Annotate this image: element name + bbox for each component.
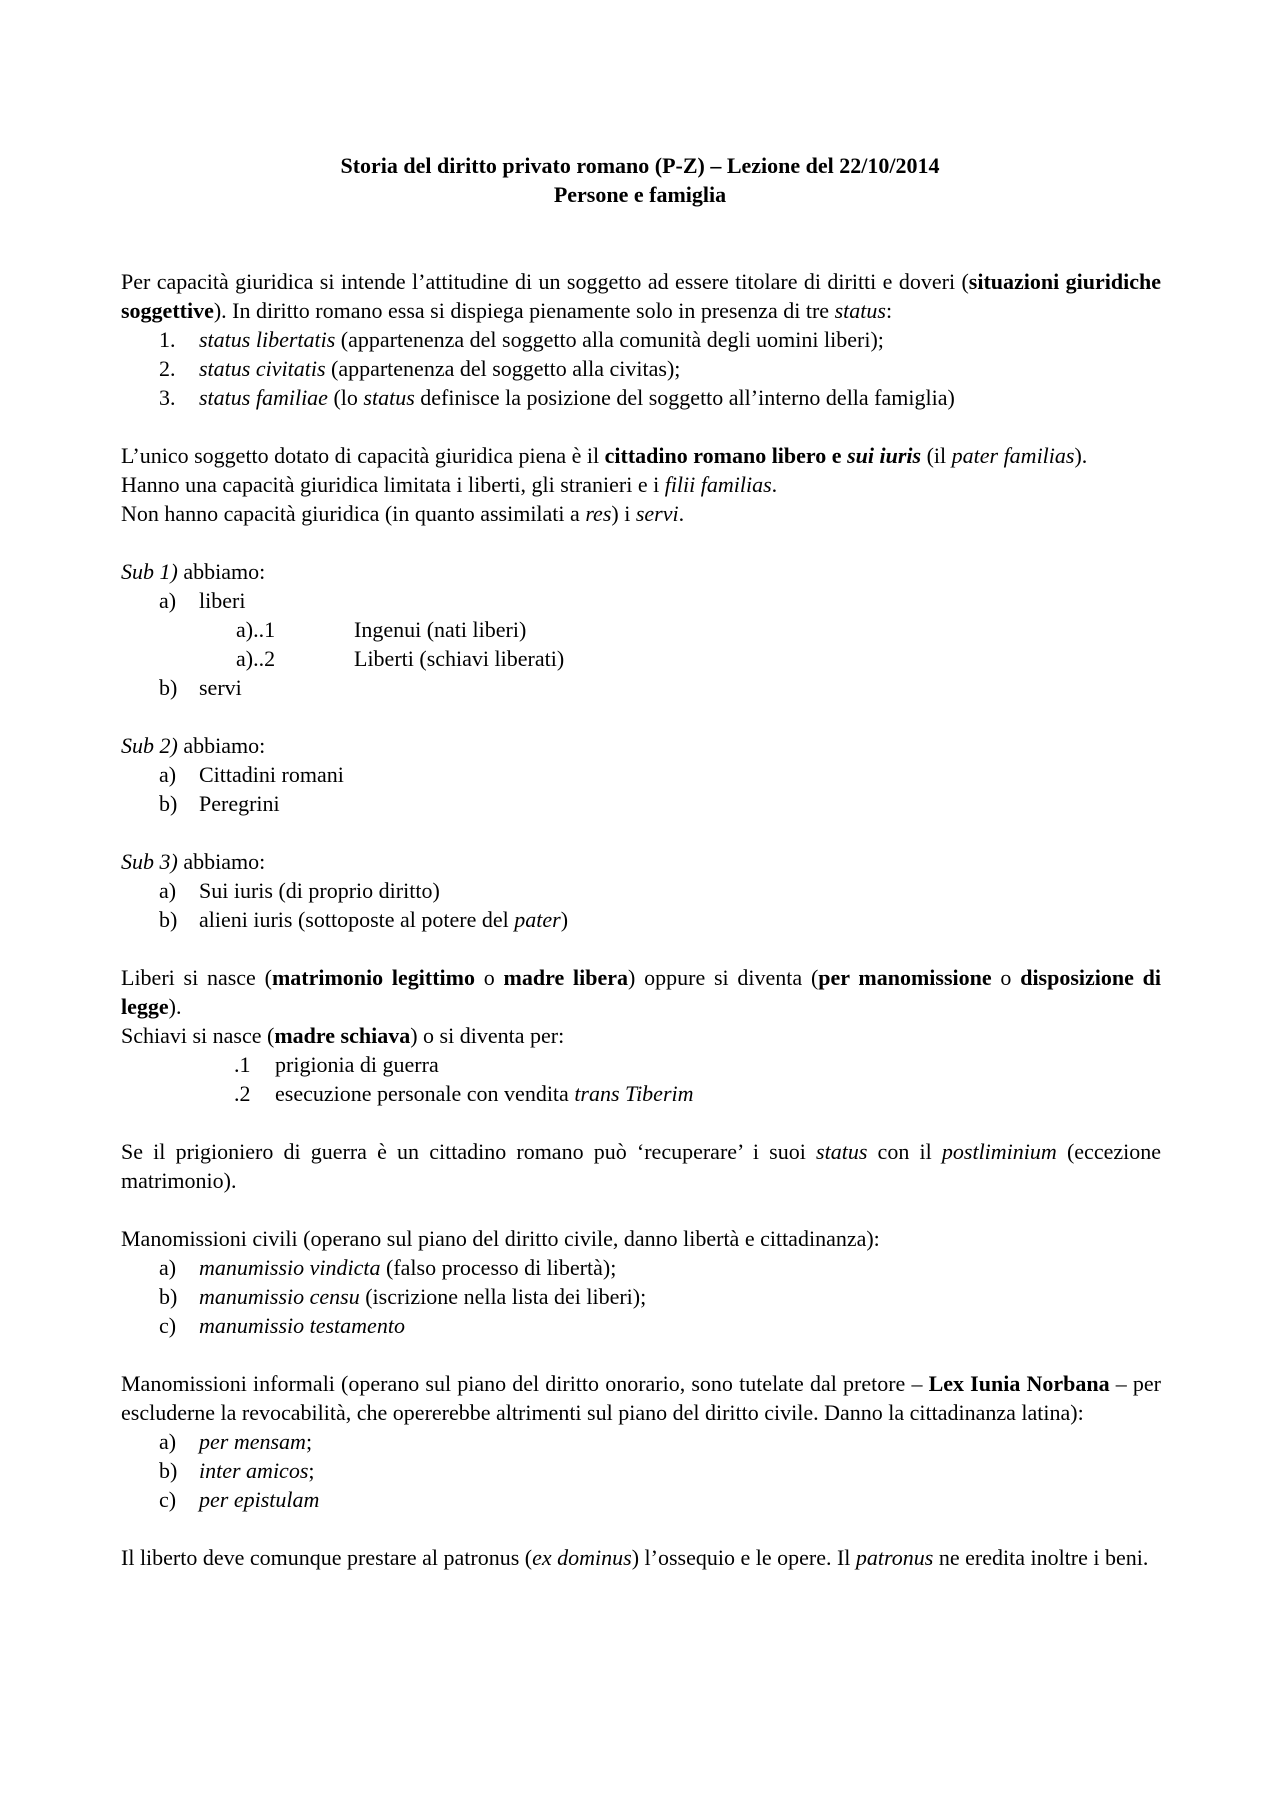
text: (eccezione matrimonio). xyxy=(121,1139,1161,1193)
text: Manomissioni informali (operano sul piano del diritto onorario, sono tutelate dal pretore – xyxy=(121,1371,929,1396)
italic-term: ex dominus xyxy=(532,1545,632,1570)
list-marker: a) xyxy=(159,1429,177,1454)
text: Se il prigioniero di guerra è un cittadino romano può ‘recuperare’ i suoi xyxy=(121,1139,817,1164)
list-marker: a) xyxy=(159,1255,177,1280)
text: Hanno una capacità giuridica limitata i liberti, gli stranieri e i xyxy=(121,472,665,497)
paragraph-manomissioni-informali xyxy=(121,1369,1161,1427)
list-item xyxy=(121,760,1161,789)
paragraph-liberi xyxy=(121,963,1161,1021)
list-text xyxy=(275,1079,694,1108)
italic-term: trans Tiberim xyxy=(574,1081,694,1106)
list-item xyxy=(121,383,1161,412)
list-marker: c) xyxy=(159,1313,177,1338)
italic-term: servi xyxy=(635,501,679,526)
bold-term: per manomissione xyxy=(818,965,992,990)
list-marker: a) xyxy=(159,588,177,613)
bold-term: Lex Iunia Norbana xyxy=(928,1371,1110,1396)
list-marker: b) xyxy=(159,1284,178,1309)
document-subtitle: Persone e famiglia xyxy=(553,182,727,207)
italic-term: manumissio testamento xyxy=(199,1313,405,1338)
list-text xyxy=(199,1282,646,1311)
text: (appartenenza del soggetto alla comunità degli uomini liberi); xyxy=(335,327,884,352)
italic-term: per mensam xyxy=(199,1429,306,1454)
list-item xyxy=(121,673,1161,702)
list-text xyxy=(199,1456,315,1485)
text: : xyxy=(885,298,893,323)
paragraph-schiavi xyxy=(121,1021,1161,1050)
list-item xyxy=(121,644,1161,673)
italic-term: per epistulam xyxy=(199,1487,320,1512)
list-marker: a)..2 xyxy=(236,646,276,671)
text: ) xyxy=(560,907,569,932)
list-marker: a) xyxy=(159,762,177,787)
text: ). xyxy=(168,994,182,1019)
paragraph-soggetto xyxy=(121,441,1161,470)
italic-term: Sub 1) xyxy=(121,559,178,584)
paragraph-limitata xyxy=(121,470,1161,499)
list-text xyxy=(199,354,680,383)
text: L’unico soggetto dotato di capacità giuridica piena è il xyxy=(121,443,605,468)
text: Liberi si nasce ( xyxy=(121,965,272,990)
italic-term: status xyxy=(363,385,415,410)
text: con il xyxy=(867,1139,942,1164)
list-item xyxy=(121,325,1161,354)
list-marker: b) xyxy=(159,791,178,816)
document-header xyxy=(0,151,1280,209)
sub3-heading xyxy=(121,847,1161,876)
list-text: Ingenui (nati liberi) xyxy=(354,617,527,642)
list-text xyxy=(199,905,568,934)
text: ne eredita inoltre i beni. xyxy=(933,1545,1149,1570)
italic-term: pater familias xyxy=(951,443,1075,468)
document-title: Storia del diritto privato romano (P-Z) – Lezione del 22/10/2014 xyxy=(340,153,940,178)
list-text: servi xyxy=(199,675,242,700)
text: ; xyxy=(308,1458,315,1483)
list-marker: 2. xyxy=(159,356,176,381)
text: ) o si diventa per: xyxy=(410,1023,565,1048)
list-text xyxy=(199,1253,616,1282)
paragraph-prigioniero xyxy=(121,1137,1161,1195)
list-text: prigionia di guerra xyxy=(275,1052,439,1077)
italic-term: Sub 3) xyxy=(121,849,178,874)
list-item xyxy=(121,1427,1161,1456)
bold-term: situazioni giuridiche soggettive xyxy=(121,269,1161,323)
text: (lo xyxy=(327,385,364,410)
italic-term: patronus xyxy=(855,1545,934,1570)
text: abbiamo: xyxy=(177,733,266,758)
list-item xyxy=(121,1485,1161,1514)
list-item xyxy=(121,876,1161,905)
bold-term: madre schiava xyxy=(274,1023,411,1048)
bold-term: matrimonio legittimo xyxy=(271,965,475,990)
text: ). In diritto romano essa si dispiega pienamente solo in presenza di tre xyxy=(213,298,835,323)
list-item xyxy=(121,905,1161,934)
text: abbiamo: xyxy=(177,559,266,584)
text: – per escluderne la revocabilità, che opererebbe altrimenti sul piano del diritto civile. Danno la cittadinanza latina): xyxy=(121,1371,1161,1425)
list-marker: a) xyxy=(159,878,177,903)
italic-term: status xyxy=(834,298,886,323)
italic-term: filii familias xyxy=(664,472,772,497)
list-item xyxy=(121,615,1161,644)
italic-term: postliminium xyxy=(941,1139,1057,1164)
bold-italic-term: sui iuris xyxy=(847,443,922,468)
text: Il liberto deve comunque prestare al patronus ( xyxy=(121,1545,533,1570)
list-marker: .1 xyxy=(234,1052,251,1077)
list-text xyxy=(199,325,884,354)
text: Per capacità giuridica si intende l’attitudine di un soggetto ad essere titolare di diritti e doveri ( xyxy=(121,269,969,294)
text: o xyxy=(475,965,504,990)
document-body xyxy=(121,267,1161,1572)
list-marker: 3. xyxy=(159,385,176,410)
text: ) l’ossequio e le opere. Il xyxy=(631,1545,856,1570)
italic-term: res xyxy=(585,501,612,526)
text: esecuzione personale con vendita xyxy=(275,1081,575,1106)
text: alieni iuris (sottoposte al potere del xyxy=(199,907,515,932)
list-item xyxy=(121,1282,1161,1311)
list-text: Liberti (schiavi liberati) xyxy=(354,646,565,671)
text: ) oppure si diventa ( xyxy=(628,965,819,990)
list-text: liberi xyxy=(199,588,246,613)
list-marker: c) xyxy=(159,1487,177,1512)
text: . xyxy=(678,501,685,526)
italic-term: status libertatis xyxy=(199,327,336,352)
list-marker: a)..1 xyxy=(236,617,276,642)
text: (appartenenza del soggetto alla civitas); xyxy=(325,356,681,381)
text: (falso processo di libertà); xyxy=(380,1255,617,1280)
italic-term: status xyxy=(816,1139,868,1164)
italic-term: manumissio censu xyxy=(199,1284,360,1309)
list-marker: b) xyxy=(159,675,178,700)
text: Non hanno capacità giuridica (in quanto assimilati a xyxy=(121,501,586,526)
list-text: Sui iuris (di proprio diritto) xyxy=(199,878,440,903)
list-text xyxy=(199,1485,319,1514)
text: ) i xyxy=(611,501,636,526)
paragraph-servi xyxy=(121,499,1161,528)
bold-term: cittadino romano libero e xyxy=(604,443,848,468)
list-marker: b) xyxy=(159,1458,178,1483)
list-marker: 1. xyxy=(159,327,176,352)
italic-term: inter amicos xyxy=(199,1458,309,1483)
list-item xyxy=(121,1079,1161,1108)
text: (il xyxy=(921,443,952,468)
text: abbiamo: xyxy=(177,849,266,874)
text: o xyxy=(991,965,1021,990)
italic-term: status familiae xyxy=(199,385,328,410)
list-text xyxy=(199,1311,405,1340)
text: definisce la posizione del soggetto all’interno della famiglia) xyxy=(414,385,955,410)
list-item xyxy=(121,1311,1161,1340)
list-marker: .2 xyxy=(234,1081,251,1106)
list-item xyxy=(121,1050,1161,1079)
italic-term: pater xyxy=(514,907,561,932)
bold-term: disposizione di legge xyxy=(121,965,1162,1019)
text: . xyxy=(771,472,778,497)
text: (iscrizione nella lista dei liberi); xyxy=(359,1284,647,1309)
italic-term: manumissio vindicta xyxy=(199,1255,381,1280)
list-text: Cittadini romani xyxy=(199,762,344,787)
list-marker: b) xyxy=(159,907,178,932)
paragraph-liberto xyxy=(121,1543,1161,1572)
list-item xyxy=(121,1253,1161,1282)
bold-term: madre libera xyxy=(503,965,629,990)
list-item xyxy=(121,354,1161,383)
paragraph-manomissioni-civili: Manomissioni civili (operano sul piano del diritto civile, danno libertà e cittadinanza): xyxy=(121,1226,880,1251)
text: ; xyxy=(305,1429,313,1454)
italic-term: status civitatis xyxy=(199,356,326,381)
text: Schiavi si nasce ( xyxy=(121,1023,275,1048)
text: ). xyxy=(1074,443,1088,468)
list-text xyxy=(199,383,955,412)
paragraph-capacita xyxy=(121,267,1161,325)
sub1-heading xyxy=(121,557,1161,586)
italic-term: Sub 2) xyxy=(121,733,178,758)
sub2-heading xyxy=(121,731,1161,760)
list-text xyxy=(199,1427,312,1456)
list-item xyxy=(121,789,1161,818)
list-item xyxy=(121,586,1161,615)
list-text: Peregrini xyxy=(199,791,280,816)
list-item xyxy=(121,1456,1161,1485)
